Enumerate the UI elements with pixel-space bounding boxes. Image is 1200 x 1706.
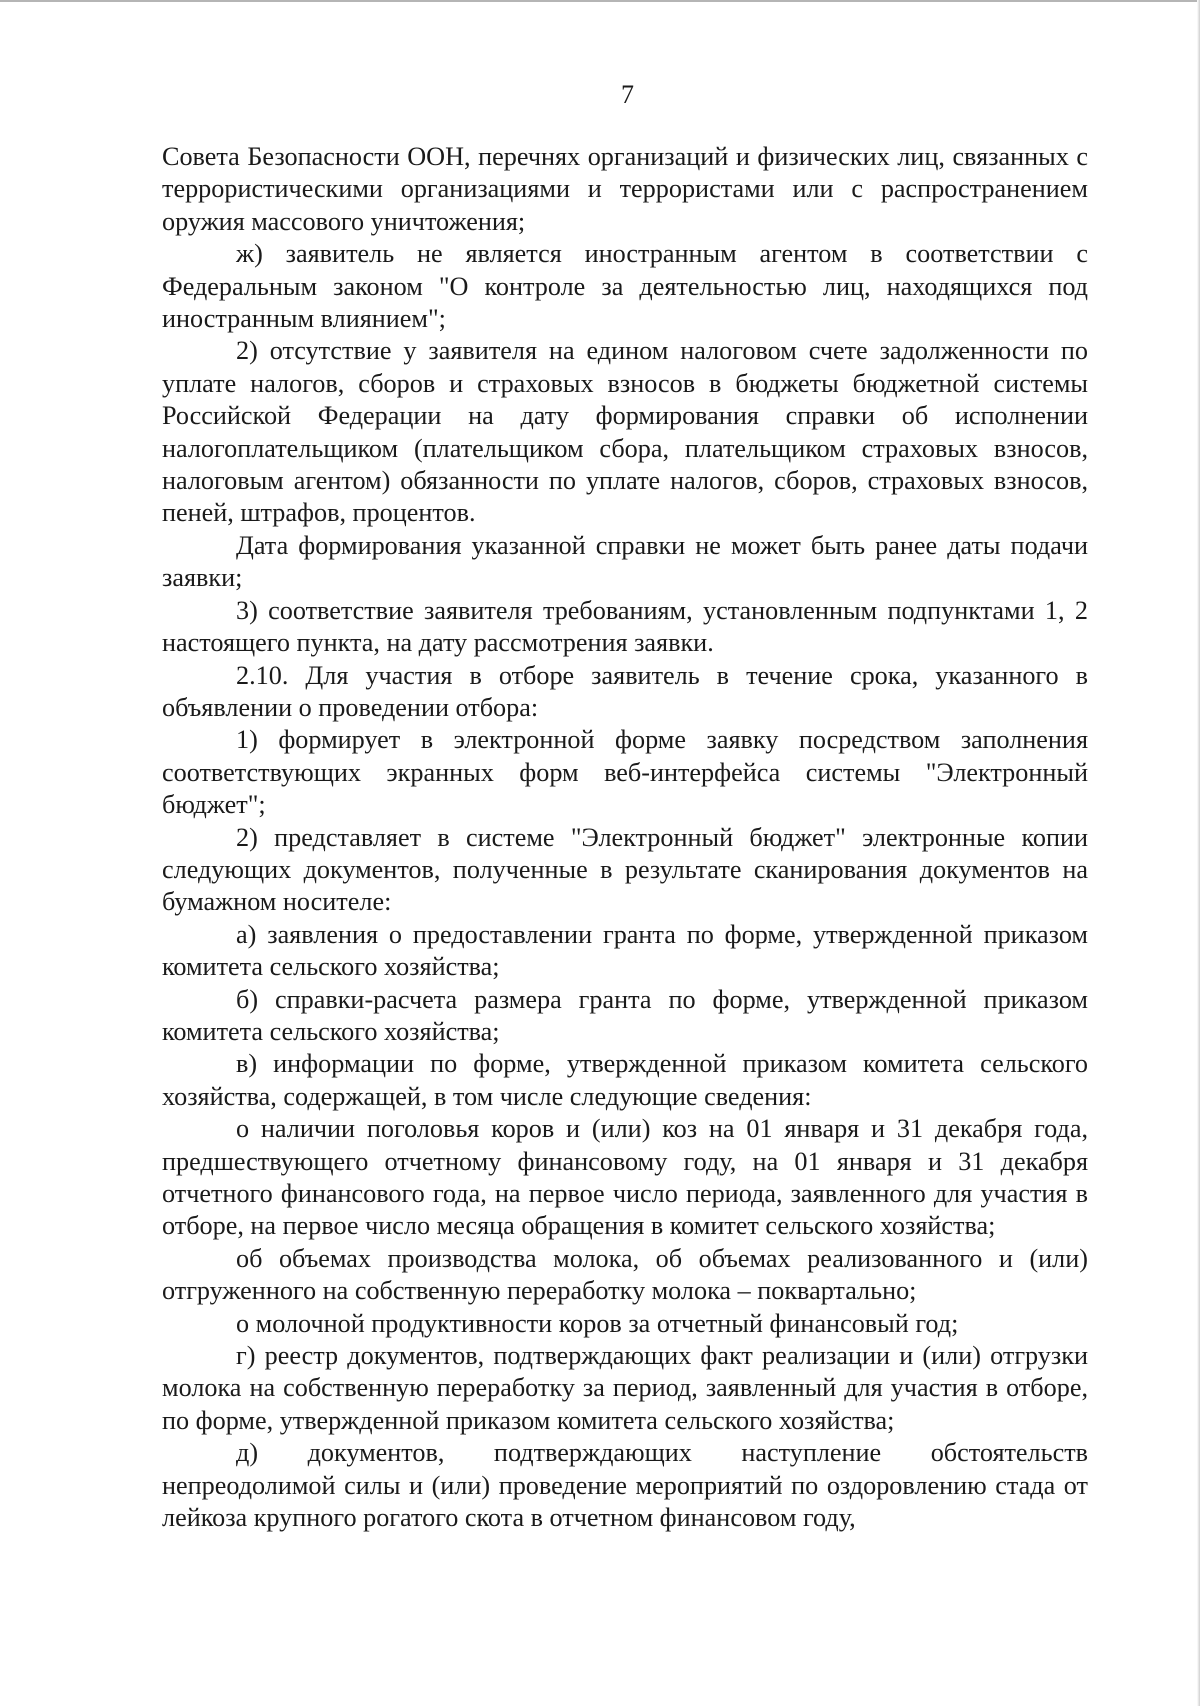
paragraph-7: 1) формирует в электронной форме заявку посредством заполнения соответствующих экранных форм веб-интерфейса системы "Электронный бюджет"; — [162, 725, 1088, 820]
paragraph-10: б) справки-расчета размера гранта по форме, утвержденной приказом комитета сельского хозяйства; — [162, 984, 1088, 1046]
paragraph-15: г) реестр документов, подтверждающих факт реализации и (или) отгрузки молока на собственную переработку за период, заявленный для участия в отборе, по форме, утвержденной приказом комитета сельского хозяйства; — [162, 1341, 1088, 1435]
paragraph-16: д) документов, подтверждающих наступление обстоятельств непреодолимой силы и (или) проведение мероприятий по оздоровлению стада от лейкоза крупного рогатого скота в отчетном финансовом году, — [162, 1438, 1088, 1533]
document-body — [162, 141, 1088, 1534]
paragraph-13: об объемах производства молока, об объемах реализованного и (или) отгруженного на собственную переработку молока – поквартально; — [162, 1243, 1088, 1306]
page-number: 7 — [621, 80, 634, 109]
paragraph-8: 2) представляет в системе "Электронный бюджет" электронные копии следующих документов, полученные в результате сканирования документов на бумажном носителе: — [162, 822, 1088, 917]
paragraph-2: ж) заявитель не является иностранным агентом в соответствии с Федеральным законом "О контроле за деятельностью лиц, находящихся под иностранным влиянием"; — [162, 239, 1088, 334]
paragraph-4: Дата формирования указанной справки не может быть ранее даты подачи заявки; — [162, 530, 1088, 593]
paragraph-6: 2.10. Для участия в отборе заявитель в течение срока, указанного в объявлении о проведении отбора: — [162, 660, 1088, 722]
paragraph-9: а) заявления о предоставлении гранта по форме, утвержденной приказом комитета сельского хозяйства; — [162, 919, 1088, 982]
paragraph-5: 3) соответствие заявителя требованиям, установленным подпунктами 1, 2 настоящего пункта, на дату рассмотрения заявки. — [162, 595, 1088, 658]
paragraph-11: в) информации по форме, утвержденной приказом комитета сельского хозяйства, содержащей, в том числе следующие сведения: — [162, 1049, 1088, 1111]
paragraph-14: о молочной продуктивности коров за отчетный финансовый год; — [236, 1308, 959, 1338]
paragraph-1: Совета Безопасности ООН, перечнях организаций и физических лиц, связанных с террористическими организациями и террористами или с распространением оружия массового уничтожения; — [162, 142, 1088, 236]
paragraph-3: 2) отсутствие у заявителя на едином налоговом счете задолженности по уплате налогов, сборов и страховых взносов в бюджеты бюджетной системы Российской Федерации на дату формирования справки об исполнении налогоплательщиком (плательщиком сбора, плательщиком страховых взносов, налоговым агентом) обязанности по уплате налогов, сборов, страховых взносов, пеней, штрафов, процентов. — [162, 336, 1088, 528]
paragraph-12: о наличии поголовья коров и (или) коз на 01 января и 31 декабря года, предшествующего отчетному финансовому году, на 01 января и 31 декабря отчетного финансового года, на первое число периода, заявленного для участия в отборе, на первое число месяца обращения в комитет сельского хозяйства; — [162, 1114, 1088, 1241]
page-top-edge — [0, 0, 1200, 2]
